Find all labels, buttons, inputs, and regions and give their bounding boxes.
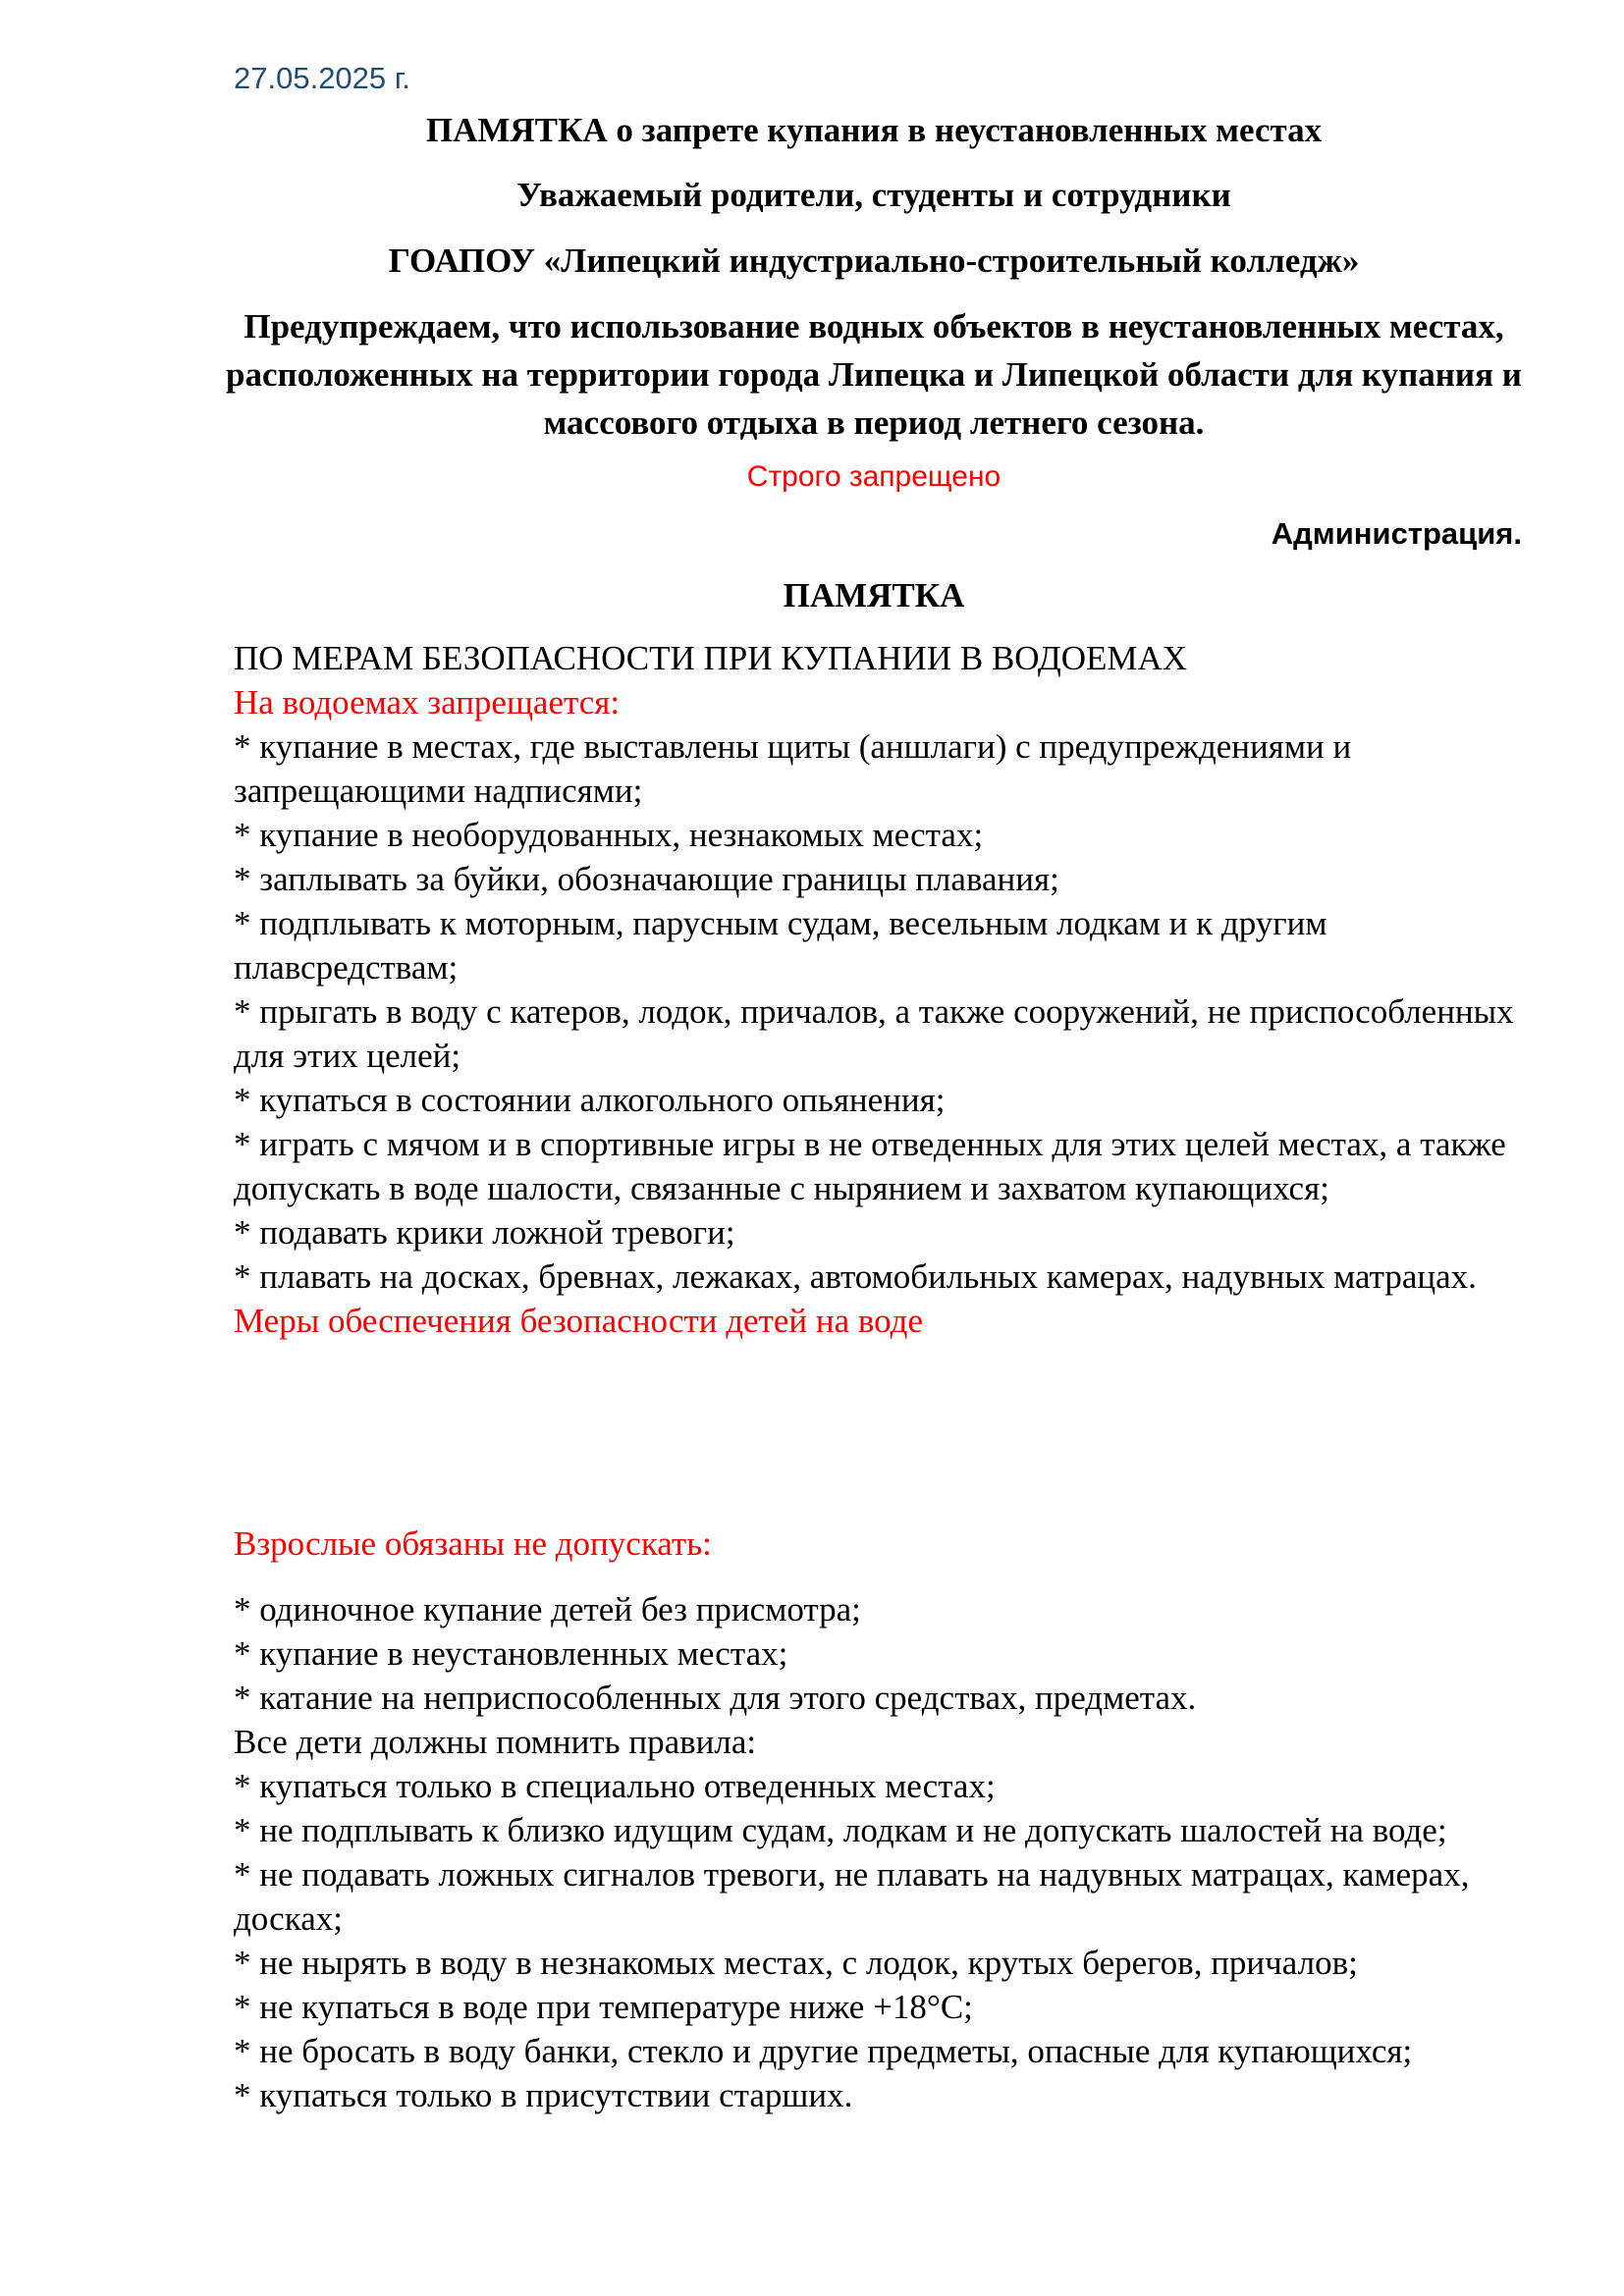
list-item: * подавать крики ложной тревоги; (234, 1213, 735, 1252)
list-item: * заплывать за буйки, обозначающие границы плавания; (234, 860, 1059, 898)
memo-section-adults (234, 1522, 1540, 2117)
list-item: * не нырять в воду в незнакомых местах, с лодок, крутых берегов, причалов; (234, 1944, 1358, 1982)
list-item: * купаться только в специально отведенных местах; (234, 1767, 996, 1805)
memo-subheading: ПО МЕРАМ БЕЗОПАСНОСТИ ПРИ КУПАНИИ В ВОДОЕМАХ (234, 639, 1188, 677)
list-item: * играть с мячом и в спортивные игры в не отведенных для этих целей местах, а также допускать в воде шалости, связанные с нырянием и захватом купающихся; (234, 1125, 1506, 1207)
greeting: Уважаемый родители, студенты и сотрудники (516, 176, 1231, 214)
warning-paragraph: Предупреждаем, что использование водных объектов в неустановленных местах, расположенных на территории города Липецка и Липецкой области для купания и массового отдыха в период летнего сезона. (226, 307, 1522, 442)
list-item: * катание на неприспособленных для этого средствах, предметах. (234, 1679, 1197, 1717)
institution-name: ГОАПОУ «Липецкий индустриально-строительный колледж» (388, 241, 1360, 280)
list-item: * не купаться в воде при температуре ниже +18°С; (234, 1988, 973, 2026)
document-date: 27.05.2025 г. (234, 61, 410, 95)
list-item: * подплывать к моторным, парусным судам, весельным лодкам и к другим плавсредствам; (234, 904, 1327, 987)
memo-section-prohibited (234, 636, 1540, 1343)
prohibited-heading: На водоемах запрещается: (234, 683, 621, 721)
list-item: * не подплывать к близко идущим судам, лодкам и не допускать шалостей на воде; (234, 1811, 1447, 1849)
children-safety-heading: Меры обеспечения безопасности детей на воде (234, 1302, 924, 1340)
list-item: * купание в необорудованных, незнакомых местах; (234, 816, 984, 854)
list-item: * одиночное купание детей без присмотра; (234, 1590, 861, 1629)
list-item: * не подавать ложных сигналов тревоги, не плавать на надувных матрацах, камерах, досках; (234, 1855, 1470, 1938)
memo-heading: ПАМЯТКА (783, 576, 965, 614)
list-item: * купаться только в присутствии старших. (234, 2076, 853, 2114)
adults-heading: Взрослые обязаны не допускать: (234, 1524, 712, 1563)
rules-heading: Все дети должны помнить правила: (234, 1723, 757, 1761)
document-title: ПАМЯТКА о запрете купания в неустановленных местах (425, 111, 1323, 149)
list-item: * купание в неустановленных местах; (234, 1634, 788, 1673)
signature: Администрация. (1271, 516, 1522, 551)
forbidden-notice: Строго запрещено (746, 460, 1001, 493)
list-item: * купаться в состоянии алкогольного опьянения; (234, 1081, 946, 1119)
list-item: * плавать на досках, бревнах, лежаках, автомобильных камерах, надувных матрацах. (234, 1257, 1477, 1296)
list-item: * не бросать в воду банки, стекло и другие предметы, опасные для купающихся; (234, 2032, 1413, 2070)
list-item: * прыгать в воду с катеров, лодок, причалов, а также сооружений, не приспособленных для этих целей; (234, 992, 1514, 1075)
list-item: * купание в местах, где выставлены щиты (аншлаги) с предупреждениями и запрещающими надписями; (234, 727, 1352, 810)
